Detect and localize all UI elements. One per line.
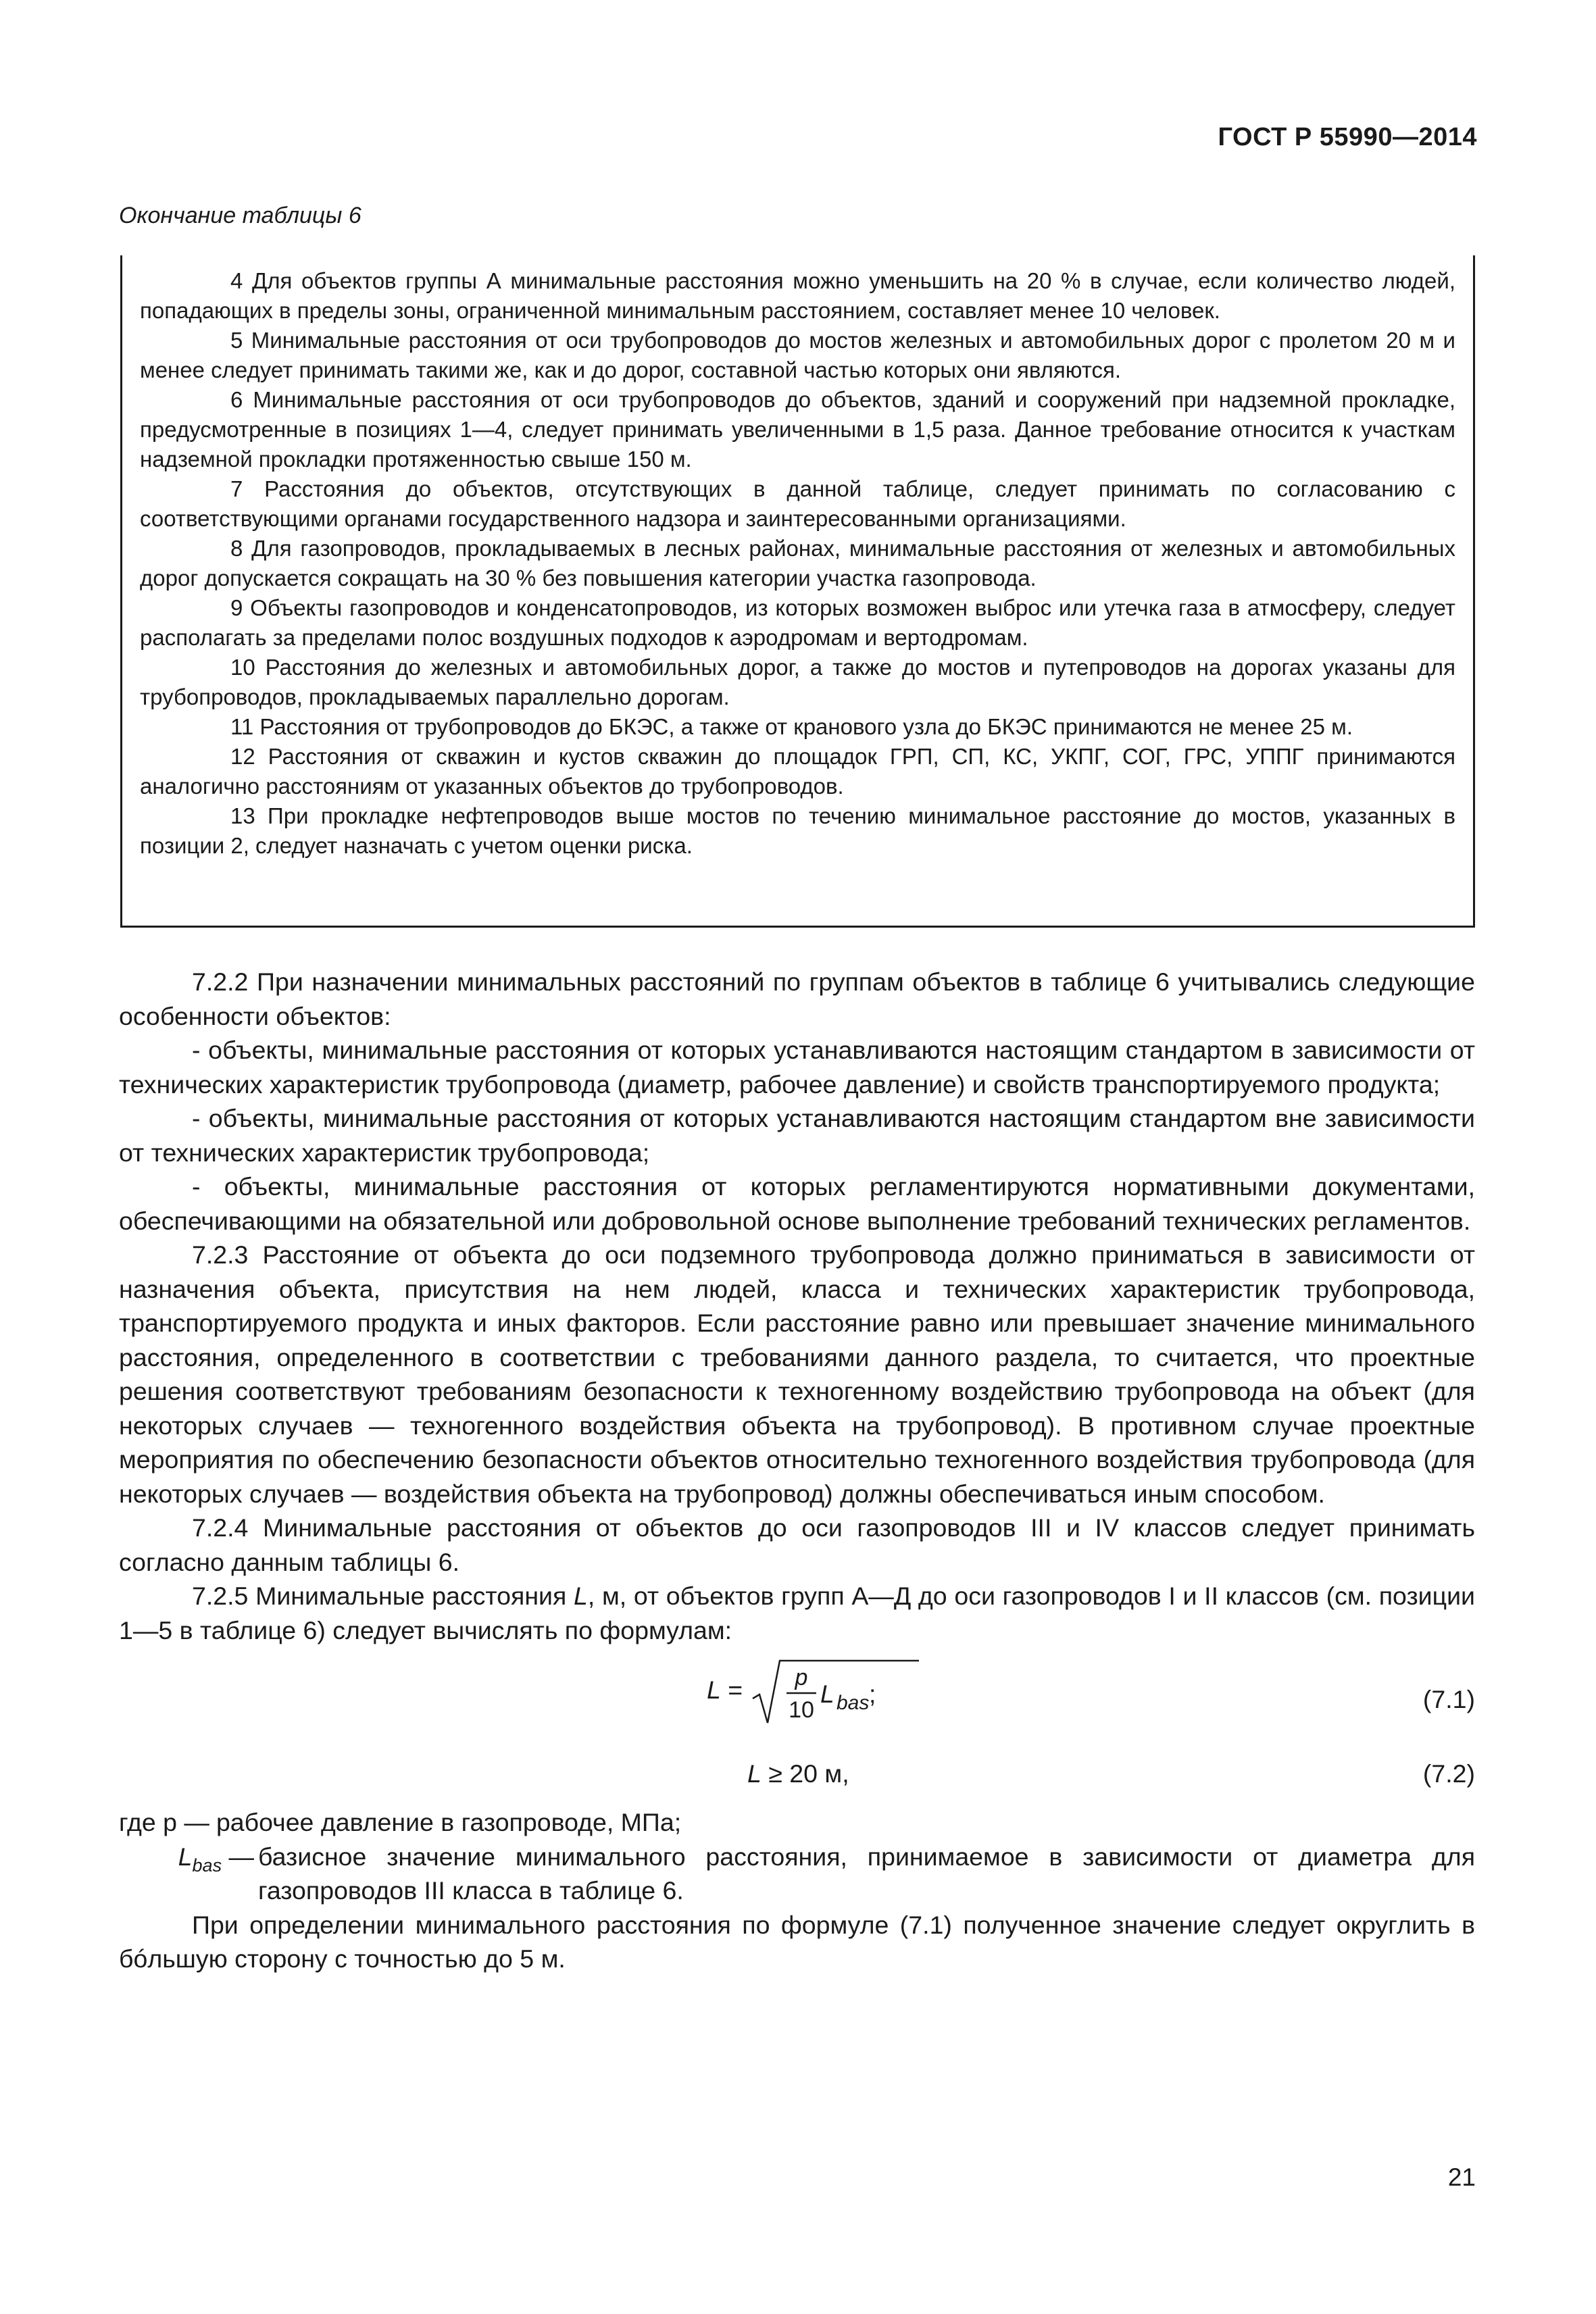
equation-number: (7.2) [1422,1759,1475,1788]
where-term [119,1840,258,1908]
paragraph-7-2-2: 7.2.2 При назначении минимальных расстояний по группам объектов в таблице 6 учитывались следующие особенности объектов: [119,967,1475,1030]
paragraph-text: 7.2.5 Минимальные расстояния [192,1582,574,1610]
formula-semicolon: ; [868,1680,876,1708]
fraction-denominator: 10 [788,1697,814,1723]
paragraph-rounding: При определении минимального расстояния по формуле (7.1) полученное значение следует округлить в бóльшую сторону с точностью до 5 м. [119,1910,1475,1973]
formula-expression [747,1757,849,1791]
table-note: 11 Расстояния от трубопроводов до БКЭС, а также от кранового узла до БКЭС принимаются не менее 25 м. [230,714,1353,739]
list-item: - объекты, минимальные расстояния от которых устанавливаются настоящим стандартом в зависимости от технических характеристик трубопровода (диаметр, рабочее давление) и свойств транспортируемого продукта; [119,1036,1475,1099]
paragraph-7-2-5 [119,1579,1475,1647]
body-text [119,965,1475,1976]
formula-variable: L [820,1680,834,1708]
table-caption: Окончание таблицы 6 [119,203,361,228]
formula-rhs: ≥ 20 м, [761,1759,849,1788]
table-note: 7 Расстояния до объектов, отсутствующих в данной таблице, следует принимать по согласованию с соответствующими органами государственного надзора и заинтересованными организациями. [140,476,1455,531]
formula-lhs: L [747,1759,762,1788]
where-definition [119,1805,1475,1840]
where-term: где p — [119,1808,209,1836]
table-note: 6 Минимальные расстояния от оси трубопроводов до объектов, зданий и сооружений при надземной прокладке, предусмотренные в позициях 1—4, следует принимать увеличенными в 1,5 раза. Данное требование относится к участкам надземной прокладки протяженностью свыше 150 м. [140,387,1455,472]
table-note: 13 При прокладке нефтепроводов выше мостов по течению минимальное расстояние до мостов, указанных в позиции 2, следует назначать с учетом оценки риска. [140,803,1455,858]
where-description: базисное значение минимального расстояния, принимаемое в зависимости от диаметра для газопроводов III класса в таблице 6. [258,1842,1475,1905]
equation-number: (7.1) [1422,1685,1475,1713]
formula-equals: = [720,1675,750,1704]
table-note: 12 Расстояния от скважин и кустов скважин до площадок ГРП, СП, КС, УКПГ, СОГ, ГРС, УППГ принимаются аналогично расстояниям от указанных объектов до трубопроводов. [140,744,1455,799]
where-dash: — [222,1842,254,1871]
formula-7-1 [119,1657,1475,1739]
where-description: рабочее давление в газопроводе, МПа; [216,1808,682,1836]
where-subscript: bas [192,1855,222,1876]
square-root-icon [750,1657,926,1727]
formula-lhs: L [707,1675,721,1704]
paragraph-7-2-3: 7.2.3 Расстояние от объекта до оси подземного трубопровода должно приниматься в зависимости от назначения объекта, присутствия на нем людей, класса и технических характеристик трубопровода, транспортируемого продукта и иных факторов. Если расстояние равно или превышает значение минимального расстояния, определенного в соответствии с требованиями данного раздела, то считается, что проектные решения соответствуют требованиям безопасности к техногенному воздействию трубопровода на объект (для некоторых случаев — техногенного воздействия объекта на трубопровод). В противном случае проектные мероприятия по обеспечению безопасности объектов относительно техногенного воздействия трубопровода (для некоторых случаев — воздействия объекта на трубопровод) должны обеспечиваться иным способом. [119,1240,1475,1508]
list-item: - объекты, минимальные расстояния от которых устанавливаются настоящим стандартом вне зависимости от технических характеристик трубопровода; [119,1104,1475,1167]
table-note: 8 Для газопроводов, прокладываемых в лесных районах, минимальные расстояния от железных и автомобильных дорог допускается сокращать на 30 % без повышения категории участка газопровода. [140,536,1455,590]
variable-L: L [573,1582,588,1610]
formula-subscript: bas [836,1692,869,1714]
table-note: 4 Для объектов группы А минимальные расстояния можно уменьшить на 20 % в случае, если количество людей, попадающих в пределы зоны, ограниченной минимальным расстоянием, составляет менее 10 человек. [140,268,1455,323]
where-definition [119,1840,1475,1908]
formula-7-2 [119,1747,1475,1805]
table-note: 10 Расстояния до железных и автомобильных дорог, а также до мостов и путепроводов на дорогах указаны для трубопроводов, прокладываемых параллельно дорогам. [140,655,1455,709]
table-notes-box [120,255,1475,928]
fraction-numerator: p [795,1665,808,1690]
formula-expression [707,1657,926,1727]
list-item: - объекты, минимальные расстояния от которых регламентируются нормативными документами, обеспечивающими на обязательной или добровольной основе выполнение требований технических регламентов. [119,1172,1475,1235]
page-number: 21 [1447,2163,1476,2191]
table-note: 9 Объекты газопроводов и конденсатопроводов, из которых возможен выброс или утечка газа в атмосферу, следует располагать за пределами полос воздушных подходов к аэродромам и вертодромам. [140,595,1455,650]
document-id: ГОСТ Р 55990—2014 [1218,123,1477,151]
table-note: 5 Минимальные расстояния от оси трубопроводов до мостов железных и автомобильных дорог с пролетом 20 м и менее следует принимать такими же, как и до дорог, составной частью которых они являются. [140,328,1455,382]
paragraph-7-2-4: 7.2.4 Минимальные расстояния от объектов до оси газопроводов III и IV классов следует принимать согласно данным таблицы 6. [119,1513,1475,1576]
where-variable: L [178,1842,193,1871]
paragraph-text: , м, от объектов групп А—Д до оси газопроводов I и II классов (см. позиции 1—5 в таблице 6) следует вычислять по формулам: [119,1582,1476,1644]
